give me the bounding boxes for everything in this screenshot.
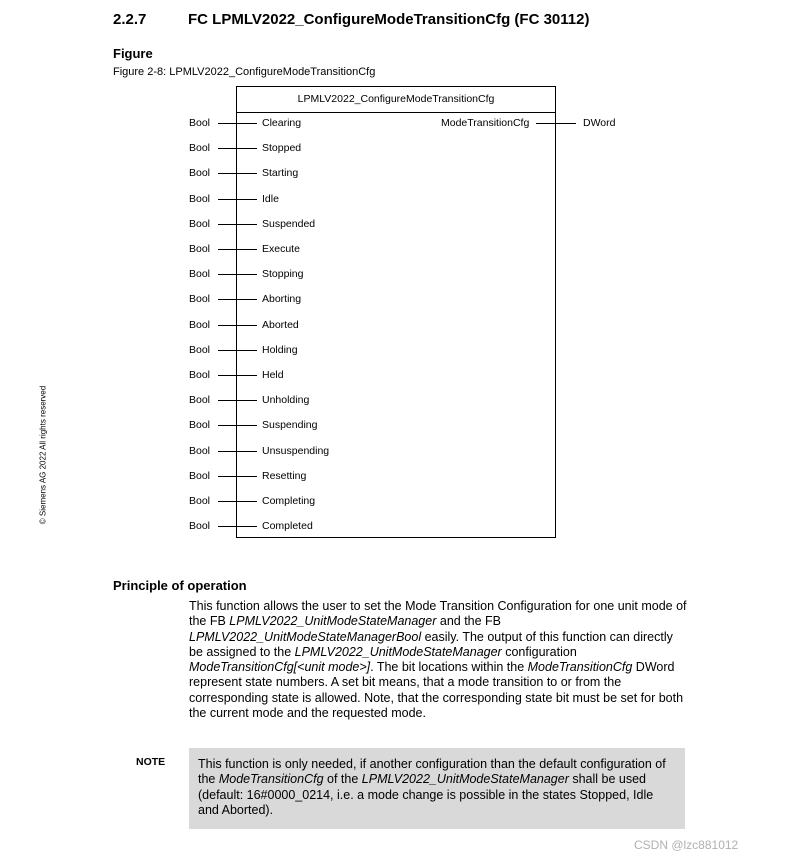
input-pin-name: Stopping bbox=[262, 268, 304, 280]
input-pin-type: Bool bbox=[189, 243, 211, 255]
text-segment: and the FB bbox=[436, 614, 502, 629]
copyright-notice: © Siemens AG 2022 All rights reserved bbox=[38, 385, 48, 525]
input-pin bbox=[0, 268, 789, 282]
input-pin-line bbox=[218, 350, 257, 351]
input-pin bbox=[0, 293, 789, 307]
input-pin-line bbox=[218, 173, 257, 174]
input-pin-name: Resetting bbox=[262, 470, 307, 482]
input-pin-type: Bool bbox=[189, 293, 211, 305]
input-pin bbox=[0, 344, 789, 358]
text-segment: ModeTransitionCfg bbox=[218, 772, 324, 787]
input-pin-type: Bool bbox=[189, 369, 211, 381]
input-pin-type: Bool bbox=[189, 394, 211, 406]
input-pin-line bbox=[218, 299, 257, 300]
text-segment: easily. The output of this function can directly be assigned to the bbox=[189, 629, 673, 659]
input-pin-type: Bool bbox=[189, 268, 211, 280]
input-pin-type: Bool bbox=[189, 344, 211, 356]
text-segment: LPMLV2022_UnitModeStateManager bbox=[294, 644, 502, 659]
output-pin-line bbox=[536, 123, 576, 124]
input-pin bbox=[0, 520, 789, 534]
section-title: FC LPMLV2022_ConfigureModeTransitionCfg (FC 30112) bbox=[188, 11, 590, 28]
text-segment: of the bbox=[323, 772, 362, 787]
note-label: NOTE bbox=[136, 756, 166, 768]
text-segment: shall be used (default: 16#0000_0214, i.e. a mode change is possible in the states Stopped, Idle and Aborted). bbox=[198, 772, 654, 818]
input-pin-name: Unholding bbox=[262, 394, 310, 406]
input-pin-name: Completing bbox=[262, 495, 316, 507]
input-pin-type: Bool bbox=[189, 117, 211, 129]
input-pin-name: Unsuspending bbox=[262, 445, 330, 457]
input-pin bbox=[0, 369, 789, 383]
input-pin-name: Suspended bbox=[262, 218, 316, 230]
input-pin-line bbox=[218, 526, 257, 527]
input-pin bbox=[0, 243, 789, 257]
text-segment: DWord represent state numbers. A set bit means, that a mode transition to or from the corresponding state is allowed. Note, that the corresponding state bit must be set for both the current mode and the requested mode. bbox=[189, 660, 684, 721]
section-number: 2.2.7 bbox=[113, 11, 147, 28]
output-pin-name: ModeTransitionCfg bbox=[441, 117, 530, 129]
text-segment: configuration bbox=[501, 644, 577, 659]
output-pin bbox=[0, 117, 789, 131]
input-pin bbox=[0, 193, 789, 207]
watermark: CSDN @lzc881012 bbox=[634, 838, 739, 852]
principle-paragraph bbox=[189, 599, 689, 721]
input-pin bbox=[0, 445, 789, 459]
input-pin-type: Bool bbox=[189, 193, 211, 205]
input-pin-name: Completed bbox=[262, 520, 313, 532]
input-pin-type: Bool bbox=[189, 319, 211, 331]
text-segment: LPMLV2022_UnitModeStateManagerBool bbox=[189, 629, 422, 644]
input-pin-type: Bool bbox=[189, 470, 211, 482]
input-pin-name: Held bbox=[262, 369, 284, 381]
input-pin-line bbox=[218, 224, 257, 225]
input-pin-line bbox=[218, 476, 257, 477]
text-segment: LPMLV2022_UnitModeStateManager bbox=[229, 614, 437, 629]
input-pin-line bbox=[218, 400, 257, 401]
figure-heading: Figure bbox=[113, 46, 153, 61]
text-segment: ModeTransitionCfg bbox=[527, 660, 633, 675]
input-pin bbox=[0, 142, 789, 156]
figure-caption: Figure 2-8: LPMLV2022_ConfigureModeTransitionCfg bbox=[113, 66, 376, 78]
function-block-name: LPMLV2022_ConfigureModeTransitionCfg bbox=[237, 87, 555, 113]
note-box bbox=[189, 748, 685, 829]
input-pin-line bbox=[218, 249, 257, 250]
text-segment: . The bit locations within the bbox=[370, 660, 528, 675]
text-segment: This function allows the user to set the Mode Transition Configuration for one unit mode of the FB bbox=[189, 599, 687, 629]
input-pin-type: Bool bbox=[189, 419, 211, 431]
input-pin-type: Bool bbox=[189, 142, 211, 154]
input-pin bbox=[0, 218, 789, 232]
input-pin-name: Clearing bbox=[262, 117, 302, 129]
input-pin bbox=[0, 419, 789, 433]
input-pin-name: Idle bbox=[262, 193, 279, 205]
input-pin-line bbox=[218, 451, 257, 452]
input-pin-line bbox=[218, 274, 257, 275]
text-segment: LPMLV2022_UnitModeStateManager bbox=[361, 772, 569, 787]
input-pin-type: Bool bbox=[189, 218, 211, 230]
input-pin-type: Bool bbox=[189, 167, 211, 179]
output-pin-type: DWord bbox=[583, 117, 616, 129]
text-segment: ModeTransitionCfg[<unit mode>] bbox=[189, 660, 371, 675]
input-pin bbox=[0, 319, 789, 333]
input-pin-name: Holding bbox=[262, 344, 298, 356]
input-pin-line bbox=[218, 325, 257, 326]
input-pin bbox=[0, 394, 789, 408]
principle-heading: Principle of operation bbox=[113, 578, 247, 593]
input-pin-name: Stopped bbox=[262, 142, 302, 154]
input-pin-line bbox=[218, 148, 257, 149]
input-pin bbox=[0, 470, 789, 484]
input-pin-name: Execute bbox=[262, 243, 300, 255]
input-pin-line bbox=[218, 375, 257, 376]
input-pin-line bbox=[218, 425, 257, 426]
input-pin-name: Aborting bbox=[262, 293, 302, 305]
text-segment: This function is only needed, if another configuration than the default configuration of the bbox=[198, 757, 666, 787]
input-pin-type: Bool bbox=[189, 520, 211, 532]
input-pin bbox=[0, 495, 789, 509]
input-pin-name: Starting bbox=[262, 167, 299, 179]
input-pin-name: Aborted bbox=[262, 319, 299, 331]
input-pin-line bbox=[218, 199, 257, 200]
input-pin-name: Suspending bbox=[262, 419, 318, 431]
input-pin-type: Bool bbox=[189, 445, 211, 457]
input-pin-type: Bool bbox=[189, 495, 211, 507]
input-pin bbox=[0, 167, 789, 181]
input-pin-line bbox=[218, 501, 257, 502]
